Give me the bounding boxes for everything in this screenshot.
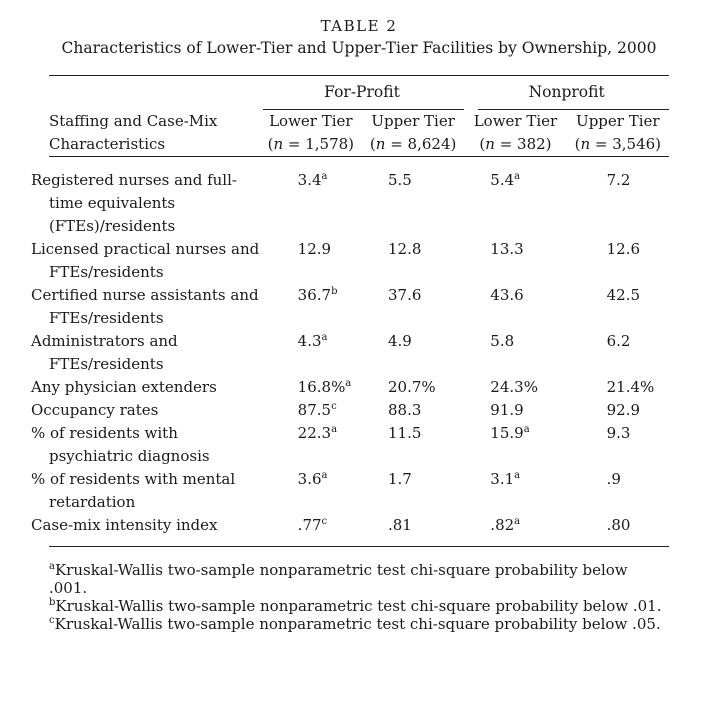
cell-footnote-mark: a <box>321 332 328 343</box>
spacer-row <box>49 157 669 169</box>
column-header-n-text: = 3,546) <box>590 135 662 153</box>
column-header <box>362 110 464 156</box>
table-cell <box>362 468 464 514</box>
cell-value: 37.6 <box>387 286 422 304</box>
table-cell <box>567 284 669 330</box>
group-header-nonprofit: Nonprofit <box>528 83 605 101</box>
table-label: TABLE 2 <box>320 17 398 35</box>
table-cell <box>362 169 464 238</box>
cell-footnote-mark: b <box>331 286 338 297</box>
table-cell <box>362 376 464 399</box>
row-label: Certified nurse assistants and FTEs/residents <box>31 286 259 327</box>
table-cell <box>260 376 362 399</box>
footnote-text: Kruskal-Wallis two-sample nonparametric test chi-square probability below .05. <box>54 615 661 633</box>
footnote <box>49 597 669 615</box>
cell-value: 24.3% <box>490 378 538 396</box>
table-cell <box>464 330 566 376</box>
column-header-n <box>362 133 464 156</box>
table-row <box>49 330 669 376</box>
table-cell <box>464 399 566 422</box>
cell-value: .9 <box>606 470 621 488</box>
table-cell <box>464 238 566 284</box>
table-cell <box>260 422 362 468</box>
group-header-for-profit: For-Profit <box>324 83 400 101</box>
footnote-text: Kruskal-Wallis two-sample nonparametric test chi-square probability below .001. <box>49 561 628 597</box>
column-header-label: Upper Tier <box>371 112 455 130</box>
column-header-n-open: ( <box>267 135 274 153</box>
cell-value: 87.5 <box>297 401 332 419</box>
table-cell <box>567 330 669 376</box>
group-header-row <box>49 76 669 109</box>
cell-footnote-mark: c <box>321 516 328 527</box>
cell-value: 20.7% <box>387 378 436 396</box>
table-page <box>31 16 669 633</box>
table-cell <box>567 238 669 284</box>
table-cell <box>464 468 566 514</box>
cell-value: 7.2 <box>606 171 631 189</box>
table-cell <box>260 169 362 238</box>
cell-footnote-mark: c <box>331 401 337 412</box>
cell-value: 4.3 <box>297 332 322 350</box>
cell-value: 5.4 <box>490 171 515 189</box>
cell-value: .80 <box>606 516 631 534</box>
cell-value: 5.5 <box>387 171 412 189</box>
column-header-label: Lower Tier <box>269 112 353 130</box>
footnote-mark: b <box>49 597 56 608</box>
cell-footnote-mark: a <box>514 516 521 527</box>
cell-value: 3.1 <box>490 470 515 488</box>
cell-value: 9.3 <box>606 424 631 442</box>
column-header-n-open: ( <box>479 135 486 153</box>
column-header <box>464 110 566 156</box>
cell-value: 15.9 <box>490 424 524 442</box>
column-header-label: Upper Tier <box>576 112 660 130</box>
table-cell <box>362 284 464 330</box>
table-cell <box>362 514 464 537</box>
row-label: Registered nurses and full-time equivalents (FTEs)/residents <box>31 171 237 235</box>
column-header-n-text: = 382) <box>494 135 552 153</box>
column-header-label: Lower Tier <box>473 112 558 130</box>
table-row <box>49 422 669 468</box>
table-cell <box>260 238 362 284</box>
column-header <box>260 110 362 156</box>
cell-value: 42.5 <box>606 286 641 304</box>
table-row <box>49 468 669 514</box>
cell-footnote-mark: a <box>331 424 338 435</box>
cell-value: 21.4% <box>606 378 655 396</box>
cell-value: 12.9 <box>297 240 332 258</box>
table-row <box>49 376 669 399</box>
row-label: Case-mix intensity index <box>31 516 218 534</box>
footnote-text: Kruskal-Wallis two-sample nonparametric test chi-square probability below .01. <box>55 597 662 615</box>
cell-value: 88.3 <box>387 401 422 419</box>
footnote <box>49 561 669 597</box>
cell-value: 3.4 <box>297 171 322 189</box>
table-title: Characteristics of Lower-Tier and Upper-Tier Facilities by Ownership, 2000 <box>61 39 657 57</box>
table-cell <box>260 514 362 537</box>
table-cell <box>464 422 566 468</box>
table-cell <box>362 330 464 376</box>
column-header-n-open: ( <box>574 135 581 153</box>
table-row <box>49 514 669 537</box>
stub-header-line1: Staffing and Case-Mix <box>49 112 218 130</box>
cell-value: .81 <box>387 516 412 534</box>
column-header-n-text: = 1,578) <box>283 135 355 153</box>
table-row <box>49 399 669 422</box>
row-label: Administrators and FTEs/residents <box>31 332 178 373</box>
column-header-n <box>567 133 669 156</box>
table-cell <box>260 330 362 376</box>
cell-footnote-mark: a <box>321 470 328 481</box>
footnote-mark: c <box>49 615 55 626</box>
footnotes <box>49 561 669 633</box>
bottom-rule <box>49 546 669 547</box>
column-header-n-symbol: n <box>485 135 495 153</box>
row-label: Licensed practical nurses and FTEs/residents <box>31 240 260 281</box>
footnote <box>49 615 669 633</box>
cell-footnote-mark: a <box>523 424 530 435</box>
cell-footnote-mark: a <box>514 171 521 182</box>
column-header-n-symbol: n <box>375 135 386 153</box>
cell-value: 92.9 <box>606 401 641 419</box>
cell-footnote-mark: a <box>345 378 352 389</box>
table-cell <box>567 376 669 399</box>
table-cell <box>567 422 669 468</box>
cell-footnote-mark: a <box>514 470 521 481</box>
column-header-n-symbol: n <box>273 135 284 153</box>
table-cell <box>260 284 362 330</box>
cell-value: 43.6 <box>490 286 524 304</box>
table-body <box>31 169 669 537</box>
cell-footnote-mark: a <box>321 171 328 182</box>
table-row <box>49 238 669 284</box>
row-label: Occupancy rates <box>31 401 159 419</box>
stub-header-line2: Characteristics <box>49 135 166 153</box>
table-row <box>49 284 669 330</box>
stub-header <box>49 110 260 156</box>
column-header-row <box>49 110 669 156</box>
table-cell <box>362 422 464 468</box>
cell-value: 1.7 <box>387 470 412 488</box>
table-cell <box>362 238 464 284</box>
row-label: % of residents with psychiatric diagnosis <box>31 424 210 465</box>
table-row <box>49 169 669 238</box>
table-cell <box>464 376 566 399</box>
column-header-n-text: = 8,624) <box>385 135 457 153</box>
footnote-mark: a <box>49 561 55 572</box>
cell-value: 11.5 <box>387 424 422 442</box>
column-header-n-open: ( <box>369 135 376 153</box>
cell-value: 91.9 <box>490 401 524 419</box>
spacer-cell <box>49 157 669 169</box>
row-label: Any physician extenders <box>31 378 217 396</box>
cell-value: .77 <box>297 516 322 534</box>
cell-value: 5.8 <box>490 332 515 350</box>
cell-value: 36.7 <box>297 286 332 304</box>
group-header-blank <box>49 76 260 109</box>
table-cell <box>567 169 669 238</box>
cell-value: .82 <box>490 516 515 534</box>
column-header-n <box>464 133 566 156</box>
column-header-n <box>260 133 362 156</box>
cell-value: 12.8 <box>387 240 422 258</box>
cell-value: 12.6 <box>606 240 641 258</box>
data-table <box>31 76 669 537</box>
column-header <box>567 110 669 156</box>
table-cell <box>567 399 669 422</box>
table-cell <box>260 468 362 514</box>
cell-value: 13.3 <box>490 240 524 258</box>
table-cell <box>260 399 362 422</box>
cell-value: 22.3 <box>297 424 332 442</box>
cell-value: 6.2 <box>606 332 631 350</box>
table-cell <box>464 169 566 238</box>
table-cell <box>362 399 464 422</box>
cell-value: 16.8% <box>297 378 346 396</box>
table-cell <box>567 468 669 514</box>
cell-value: 4.9 <box>387 332 412 350</box>
table-cell <box>567 514 669 537</box>
table-cell <box>464 284 566 330</box>
column-header-n-symbol: n <box>580 135 591 153</box>
table-cell <box>464 514 566 537</box>
cell-value: 3.6 <box>297 470 322 488</box>
row-label: % of residents with mental retardation <box>31 470 236 511</box>
